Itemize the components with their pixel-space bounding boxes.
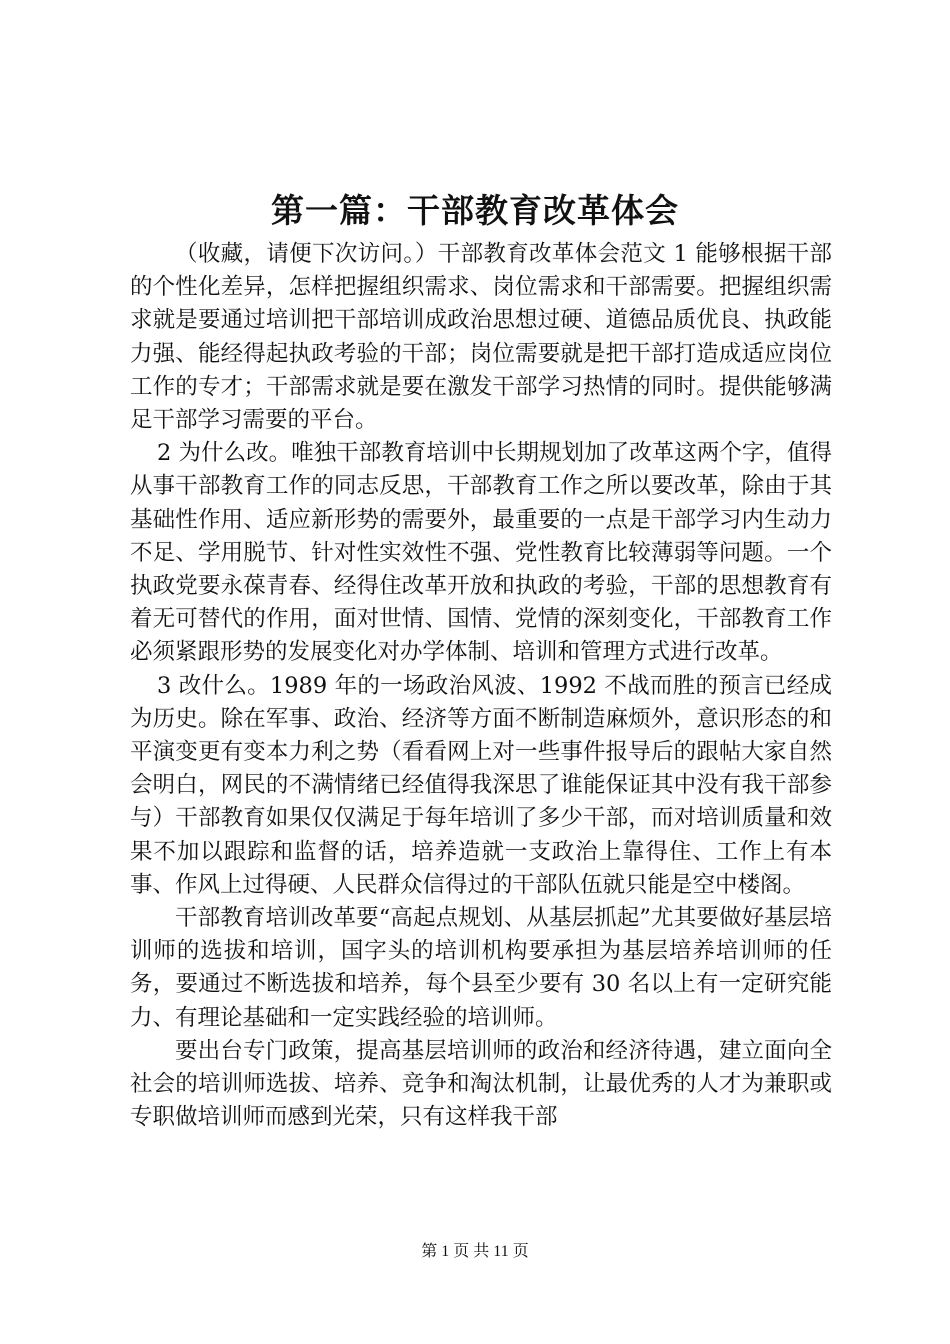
paragraph-trainer-selection: 干部教育培训改革要“高起点规划、从基层抓起”尤其要做好基层培训师的选拔和培训，国字头的培训机构要承担为基层培养培训师的任务，要通过不断选拔和培养，每个县至少要有 30 名以上有一定研究能力、有理论基础和一定实践经验的培训师。: [130, 905, 832, 1031]
document-body: [130, 238, 832, 1134]
paragraph-what-to-reform: 3 改什么。1989 年的一场政治风波、1992 不战而胜的预言已经成为历史。除在军事、政治、经济等方面不断制造麻烦外，意识形态的和平演变更有变本力利之势（看看网上对一些事件报导后的跟帖大家自然会明白，网民的不满情绪已经值得我深思了谁能保证其中没有我干部参与）干部教育如果仅仅满足于每年培训了多少干部，而对培训质量和效果不加以跟踪和监督的话，培养造就一支政治上靠得住、工作上有本事、作风上过得硬、人民群众信得过的干部队伍就只能是空中楼阁。: [130, 672, 832, 898]
document-title: 第一篇：干部教育改革体会: [271, 191, 679, 230]
paragraph-intro: （收藏，请便下次访问。）干部教育改革体会范文 1 能够根据干部的个性化差异，怎样把握组织需求、岗位需求和干部需要。把握组织需求就是要通过培训把干部培训成政治思想过硬、道德品质优良、执政能力强、能经得起执政考验的干部；岗位需要就是把干部打造成适应岗位工作的专才；干部需求就是要在激发干部学习热情的同时。提供能够满足干部学习需要的平台。: [130, 241, 832, 434]
page-footer: 第 1 页 共 11 页: [421, 1243, 529, 1260]
paragraph-why-reform: 2 为什么改。唯独干部教育培训中长期规划加了改革这两个字，值得从事干部教育工作的同志反思，干部教育工作之所以要改革，除由于其基础性作用、适应新形势的需要外，最重要的一点是干部学习内生动力不足、学用脱节、针对性实效性不强、党性教育比较薄弱等问题。一个执政党要永葆青春、经得住改革开放和执政的考验，干部的思想教育有着无可替代的作用，面对世情、国情、党情的深刻变化，干部教育工作必须紧跟形势的发展变化对办学体制、培训和管理方式进行改革。: [130, 440, 832, 666]
paragraph-policy: 要出台专门政策，提高基层培训师的政治和经济待遇，建立面向全社会的培训师选拔、培养、竞争和淘汰机制，让最优秀的人才为兼职或专职做培训师而感到光荣，只有这样我干部: [130, 1037, 832, 1131]
